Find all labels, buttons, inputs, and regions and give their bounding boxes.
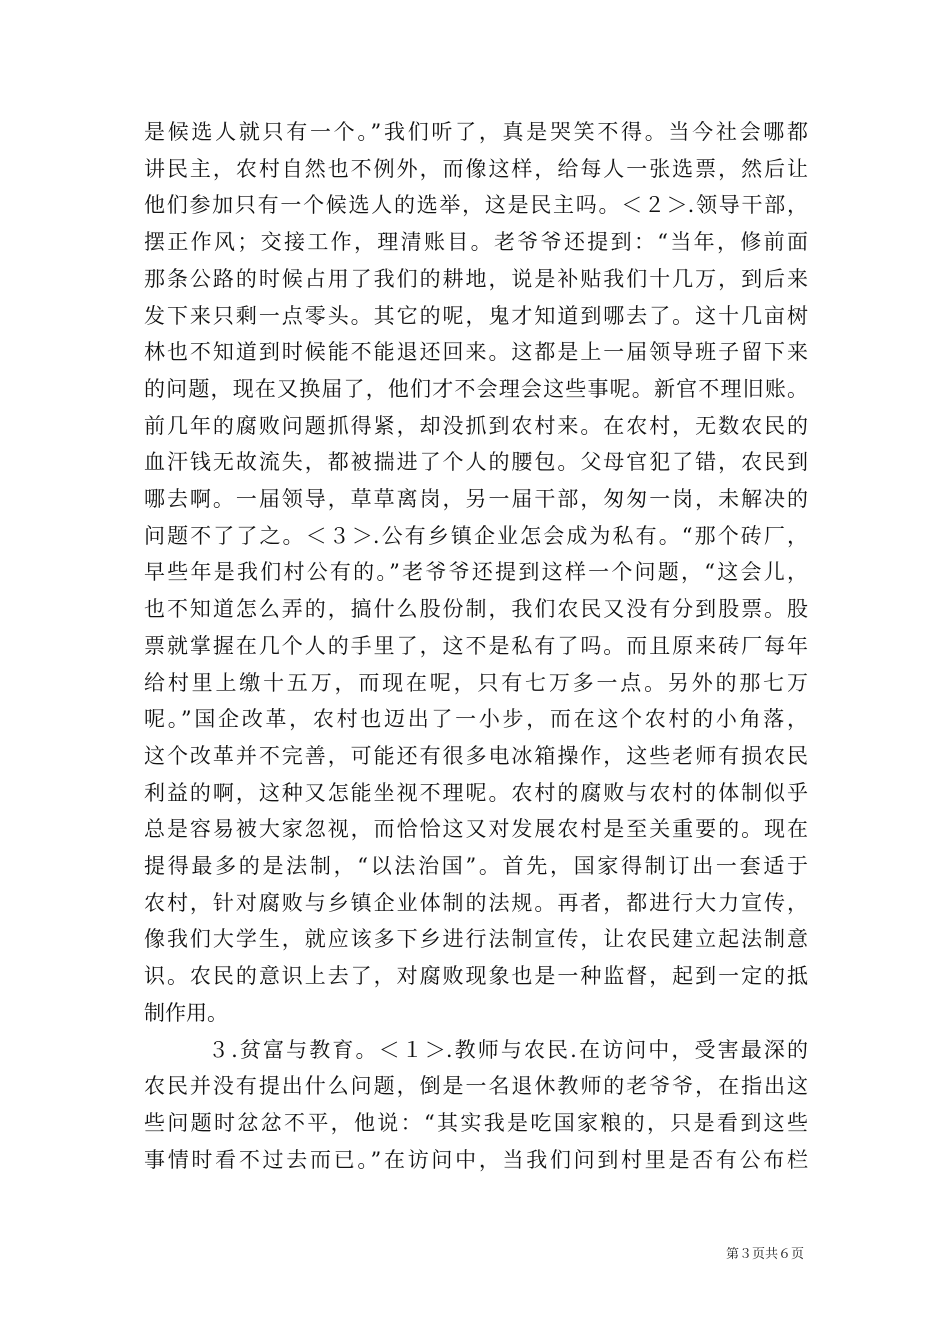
text-line: 问题不了了之。＜３＞.公有乡镇企业怎会成为私有。“那个砖厂， bbox=[144, 523, 808, 548]
text-line: 票就掌握在几个人的手里了，这不是私有了吗。而且原来砖厂每年 bbox=[144, 633, 808, 658]
text-line: 早些年是我们村公有的。”老爷爷还提到这样一个问题，“这会儿， bbox=[144, 560, 808, 585]
text-line: 给村里上缴十五万，而现在呢，只有七万多一点。另外的那七万 bbox=[144, 670, 808, 695]
paragraph-1 bbox=[144, 114, 808, 1032]
page-number: 第３页共６页 bbox=[725, 1247, 804, 1262]
text-line: 农民并没有提出什么问题，倒是一名退休教师的老爷爷，在指出这 bbox=[144, 1074, 808, 1099]
text-line: 这个改革并不完善，可能还有很多电冰箱操作，这些老师有损农民 bbox=[144, 743, 808, 768]
text-line: 像我们大学生，就应该多下乡进行法制宣传，让农民建立起法制意 bbox=[144, 927, 808, 952]
text-line: 讲民主，农村自然也不例外，而像这样，给每人一张选票，然后让 bbox=[144, 156, 808, 181]
text-line: 制作用。 bbox=[144, 1000, 228, 1025]
text-line: 林也不知道到时候能不能退还回来。这都是上一届领导班子留下来 bbox=[144, 340, 808, 365]
text-line: 也不知道怎么弄的，搞什么股份制，我们农民又没有分到股票。股 bbox=[144, 597, 808, 622]
text-line: 总是容易被大家忽视，而恰恰这又对发展农村是至关重要的。现在 bbox=[144, 817, 808, 842]
text-line: ３.贫富与教育。＜１＞.教师与农民.在访问中，受害最深的 bbox=[208, 1037, 808, 1062]
text-line: 他们参加只有一个候选人的选举，这是民主吗。＜２＞.领导干部， bbox=[144, 193, 808, 218]
text-line: 识。农民的意识上去了，对腐败现象也是一种监督，起到一定的抵 bbox=[144, 964, 808, 989]
text-line: 农村，针对腐败与乡镇企业体制的法规。再者，都进行大力宣传， bbox=[144, 890, 808, 915]
body-text bbox=[144, 114, 808, 1178]
text-line: 发下来只剩一点零头。其它的呢，鬼才知道到哪去了。这十几亩树 bbox=[144, 303, 808, 328]
text-line: 事情时看不过去而已。”在访问中，当我们问到村里是否有公布栏 bbox=[144, 1147, 808, 1172]
text-line: 摆正作风；交接工作，理清账目。老爷爷还提到：“当年，修前面 bbox=[144, 230, 808, 255]
text-line: 血汗钱无故流失，都被揣进了个人的腰包。父母官犯了错，农民到 bbox=[144, 450, 808, 475]
text-line: 些问题时忿忿不平，他说：“其实我是吃国家粮的，只是看到这些 bbox=[144, 1110, 808, 1135]
text-line: 哪去啊。一届领导，草草离岗，另一届干部，匆匆一岗，未解决的 bbox=[144, 487, 808, 512]
paragraph-2 bbox=[144, 1032, 808, 1179]
text-line: 呢。”国企改革，农村也迈出了一小步，而在这个农村的小角落， bbox=[144, 707, 808, 732]
text-line: 是候选人就只有一个。”我们听了，真是哭笑不得。当今社会哪都 bbox=[144, 120, 808, 144]
text-line: 利益的啊，这种又怎能坐视不理呢。农村的腐败与农村的体制似乎 bbox=[144, 780, 808, 805]
text-line: 的问题，现在又换届了，他们才不会理会这些事呢。新官不理旧账。 bbox=[144, 376, 808, 401]
text-line: 那条公路的时候占用了我们的耕地，说是补贴我们十几万，到后来 bbox=[144, 266, 808, 291]
text-line: 前几年的腐败问题抓得紧，却没抓到农村来。在农村，无数农民的 bbox=[144, 413, 808, 438]
text-line: 提得最多的是法制，“以法治国”。首先，国家得制订出一套适于 bbox=[144, 854, 808, 879]
